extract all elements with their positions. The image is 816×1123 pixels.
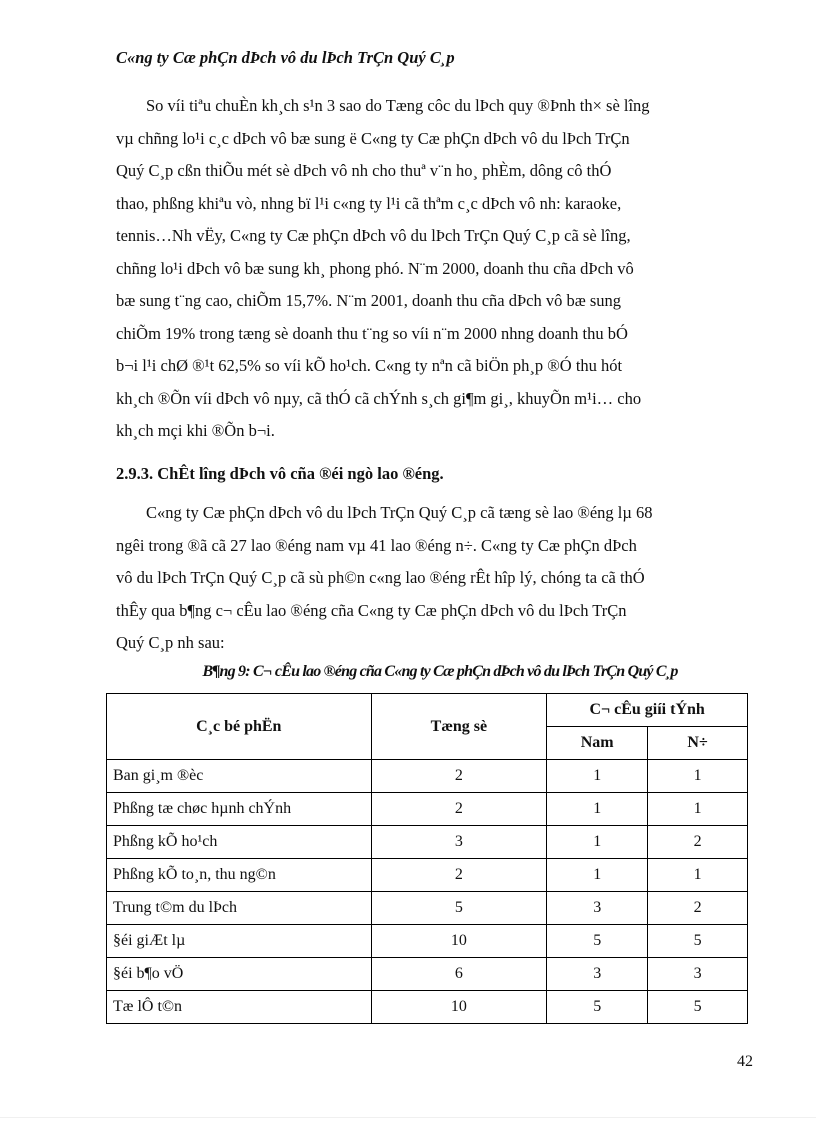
header-department: C¸c bé phËn <box>107 694 372 760</box>
paragraph-line: thÊy qua b¶ng c¬ cÊu lao ®éng cña C«ng ty Cæ phÇn dÞch vô du lÞch TrÇn <box>116 600 627 620</box>
cell-total: 10 <box>371 925 547 958</box>
cell-male: 1 <box>547 826 648 859</box>
cell-male: 3 <box>547 892 648 925</box>
cell-female: 2 <box>648 826 748 859</box>
cell-total: 6 <box>371 958 547 991</box>
cell-total: 2 <box>371 793 547 826</box>
header-male: Nam <box>547 727 648 760</box>
paragraph-line: Quý C¸p cßn thiÕu mét sè dÞch vô nh cho thuª v¨n ho¸ phÈm, dông cô thÓ <box>116 161 612 180</box>
paragraph-services <box>116 90 738 448</box>
company-heading: C«ng ty Cæ phÇn dÞch vô du lÞch TrÇn Quý C¸p <box>116 48 455 67</box>
cell-female: 1 <box>648 859 748 892</box>
cell-total: 3 <box>371 826 547 859</box>
paragraph-line: kh¸ch ®Õn víi dÞch vô nµy, cã thÓ cã chÝnh s¸ch gi¶m gi¸, khuyÕn m¹i… cho <box>116 388 642 408</box>
section-heading: 2.9.3. ChÊt lîng dÞch vô cña ®éi ngò lao ®éng. <box>116 464 444 483</box>
table-row <box>107 859 748 892</box>
paragraph-line: vô du lÞch TrÇn Quý C¸p cã sù ph©n c«ng lao ®éng rÊt hîp lý, chóng ta cã thÓ <box>116 568 645 587</box>
paragraph-line: chñng lo¹i dÞch vô bæ sung kh¸ phong phó. N¨m 2000, doanh thu cña dÞch vô <box>116 258 634 278</box>
paragraph-line: tennis…Nh vËy, C«ng ty Cæ phÇn dÞch vô du lÞch TrÇn Quý C¸p cã sè lîng, <box>116 226 631 245</box>
table-row <box>107 826 748 859</box>
cell-department: Phßng kÕ ho¹ch <box>107 826 372 859</box>
cell-department: Trung t©m du lÞch <box>107 892 372 925</box>
cell-male: 3 <box>547 958 648 991</box>
cell-total: 2 <box>371 760 547 793</box>
cell-male: 1 <box>547 760 648 793</box>
cell-department: Tæ lÔ t©n <box>107 991 372 1024</box>
paragraph-line: thao, phßng khiªu vò, nhng bï l¹i c«ng ty l¹i cã thªm c¸c dÞch vô nh: karaoke, <box>116 193 622 213</box>
cell-department: §éi giÆt lµ <box>107 925 372 958</box>
header-total: Tæng sè <box>371 694 547 760</box>
cell-female: 3 <box>648 958 748 991</box>
cell-male: 1 <box>547 793 648 826</box>
table-row <box>107 991 748 1024</box>
paragraph-line: ngêi trong ®ã cã 27 lao ®éng nam vµ 41 lao ®éng n÷. C«ng ty Cæ phÇn dÞch <box>116 535 637 555</box>
cell-female: 1 <box>648 760 748 793</box>
cell-male: 1 <box>547 859 648 892</box>
cell-female: 5 <box>648 991 748 1024</box>
cell-male: 5 <box>547 991 648 1024</box>
table-header-row <box>107 694 748 727</box>
paragraph-labor <box>116 497 738 660</box>
cell-department: §éi b¶o vÖ <box>107 958 372 991</box>
cell-department: Ban gi¸m ®èc <box>107 760 372 793</box>
header-female: N÷ <box>648 727 748 760</box>
cell-female: 5 <box>648 925 748 958</box>
page-number: 42 <box>737 1053 753 1070</box>
cell-female: 2 <box>648 892 748 925</box>
paragraph-line: Quý C¸p nh sau: <box>116 633 225 652</box>
cell-female: 1 <box>648 793 748 826</box>
cell-male: 5 <box>547 925 648 958</box>
header-gender-group: C¬ cÊu giíi tÝnh <box>547 694 748 727</box>
cell-department: Phßng kÕ to¸n, thu ng©n <box>107 859 372 892</box>
table-row <box>107 793 748 826</box>
table-row <box>107 958 748 991</box>
page-divider <box>0 1117 816 1118</box>
table-row <box>107 925 748 958</box>
cell-total: 10 <box>371 991 547 1024</box>
paragraph-line: b¬i l¹i chØ ®¹t 62,5% so víi kÕ ho¹ch. C«ng ty nªn cã biÖn ph¸p ®Ó thu hót <box>116 356 623 375</box>
labor-structure-table <box>106 693 748 1024</box>
paragraph-line: bæ sung t¨ng cao, chiÕm 15,7%. N¨m 2001, doanh thu cña dÞch vô bæ sung <box>116 291 622 310</box>
cell-total: 5 <box>371 892 547 925</box>
paragraph-line: chiÕm 19% trong tæng sè doanh thu t¨ng so víi n¨m 2000 nhng doanh thu bÓ <box>116 323 628 343</box>
paragraph-line: vµ chñng lo¹i c¸c dÞch vô bæ sung ë C«ng ty Cæ phÇn dÞch vô du lÞch TrÇn <box>116 128 630 148</box>
cell-total: 2 <box>371 859 547 892</box>
table-row <box>107 760 748 793</box>
paragraph-line: C«ng ty Cæ phÇn dÞch vô du lÞch TrÇn Quý C¸p cã tæng sè lao ®éng lµ 68 <box>146 503 653 522</box>
paragraph-line: So víi tiªu chuÈn kh¸ch s¹n 3 sao do Tæng côc du lÞch quy ®Þnh th× sè lîng <box>146 96 650 115</box>
cell-department: Phßng tæ chøc hµnh chÝnh <box>107 793 372 826</box>
table-row <box>107 892 748 925</box>
paragraph-line: kh¸ch mçi khi ®Õn b¬i. <box>116 421 275 440</box>
table-caption: B¶ng 9: C¬ cÊu lao ®éng cña C«ng ty Cæ phÇn dÞch vô du lÞch TrÇn Quý C¸p <box>202 663 678 680</box>
